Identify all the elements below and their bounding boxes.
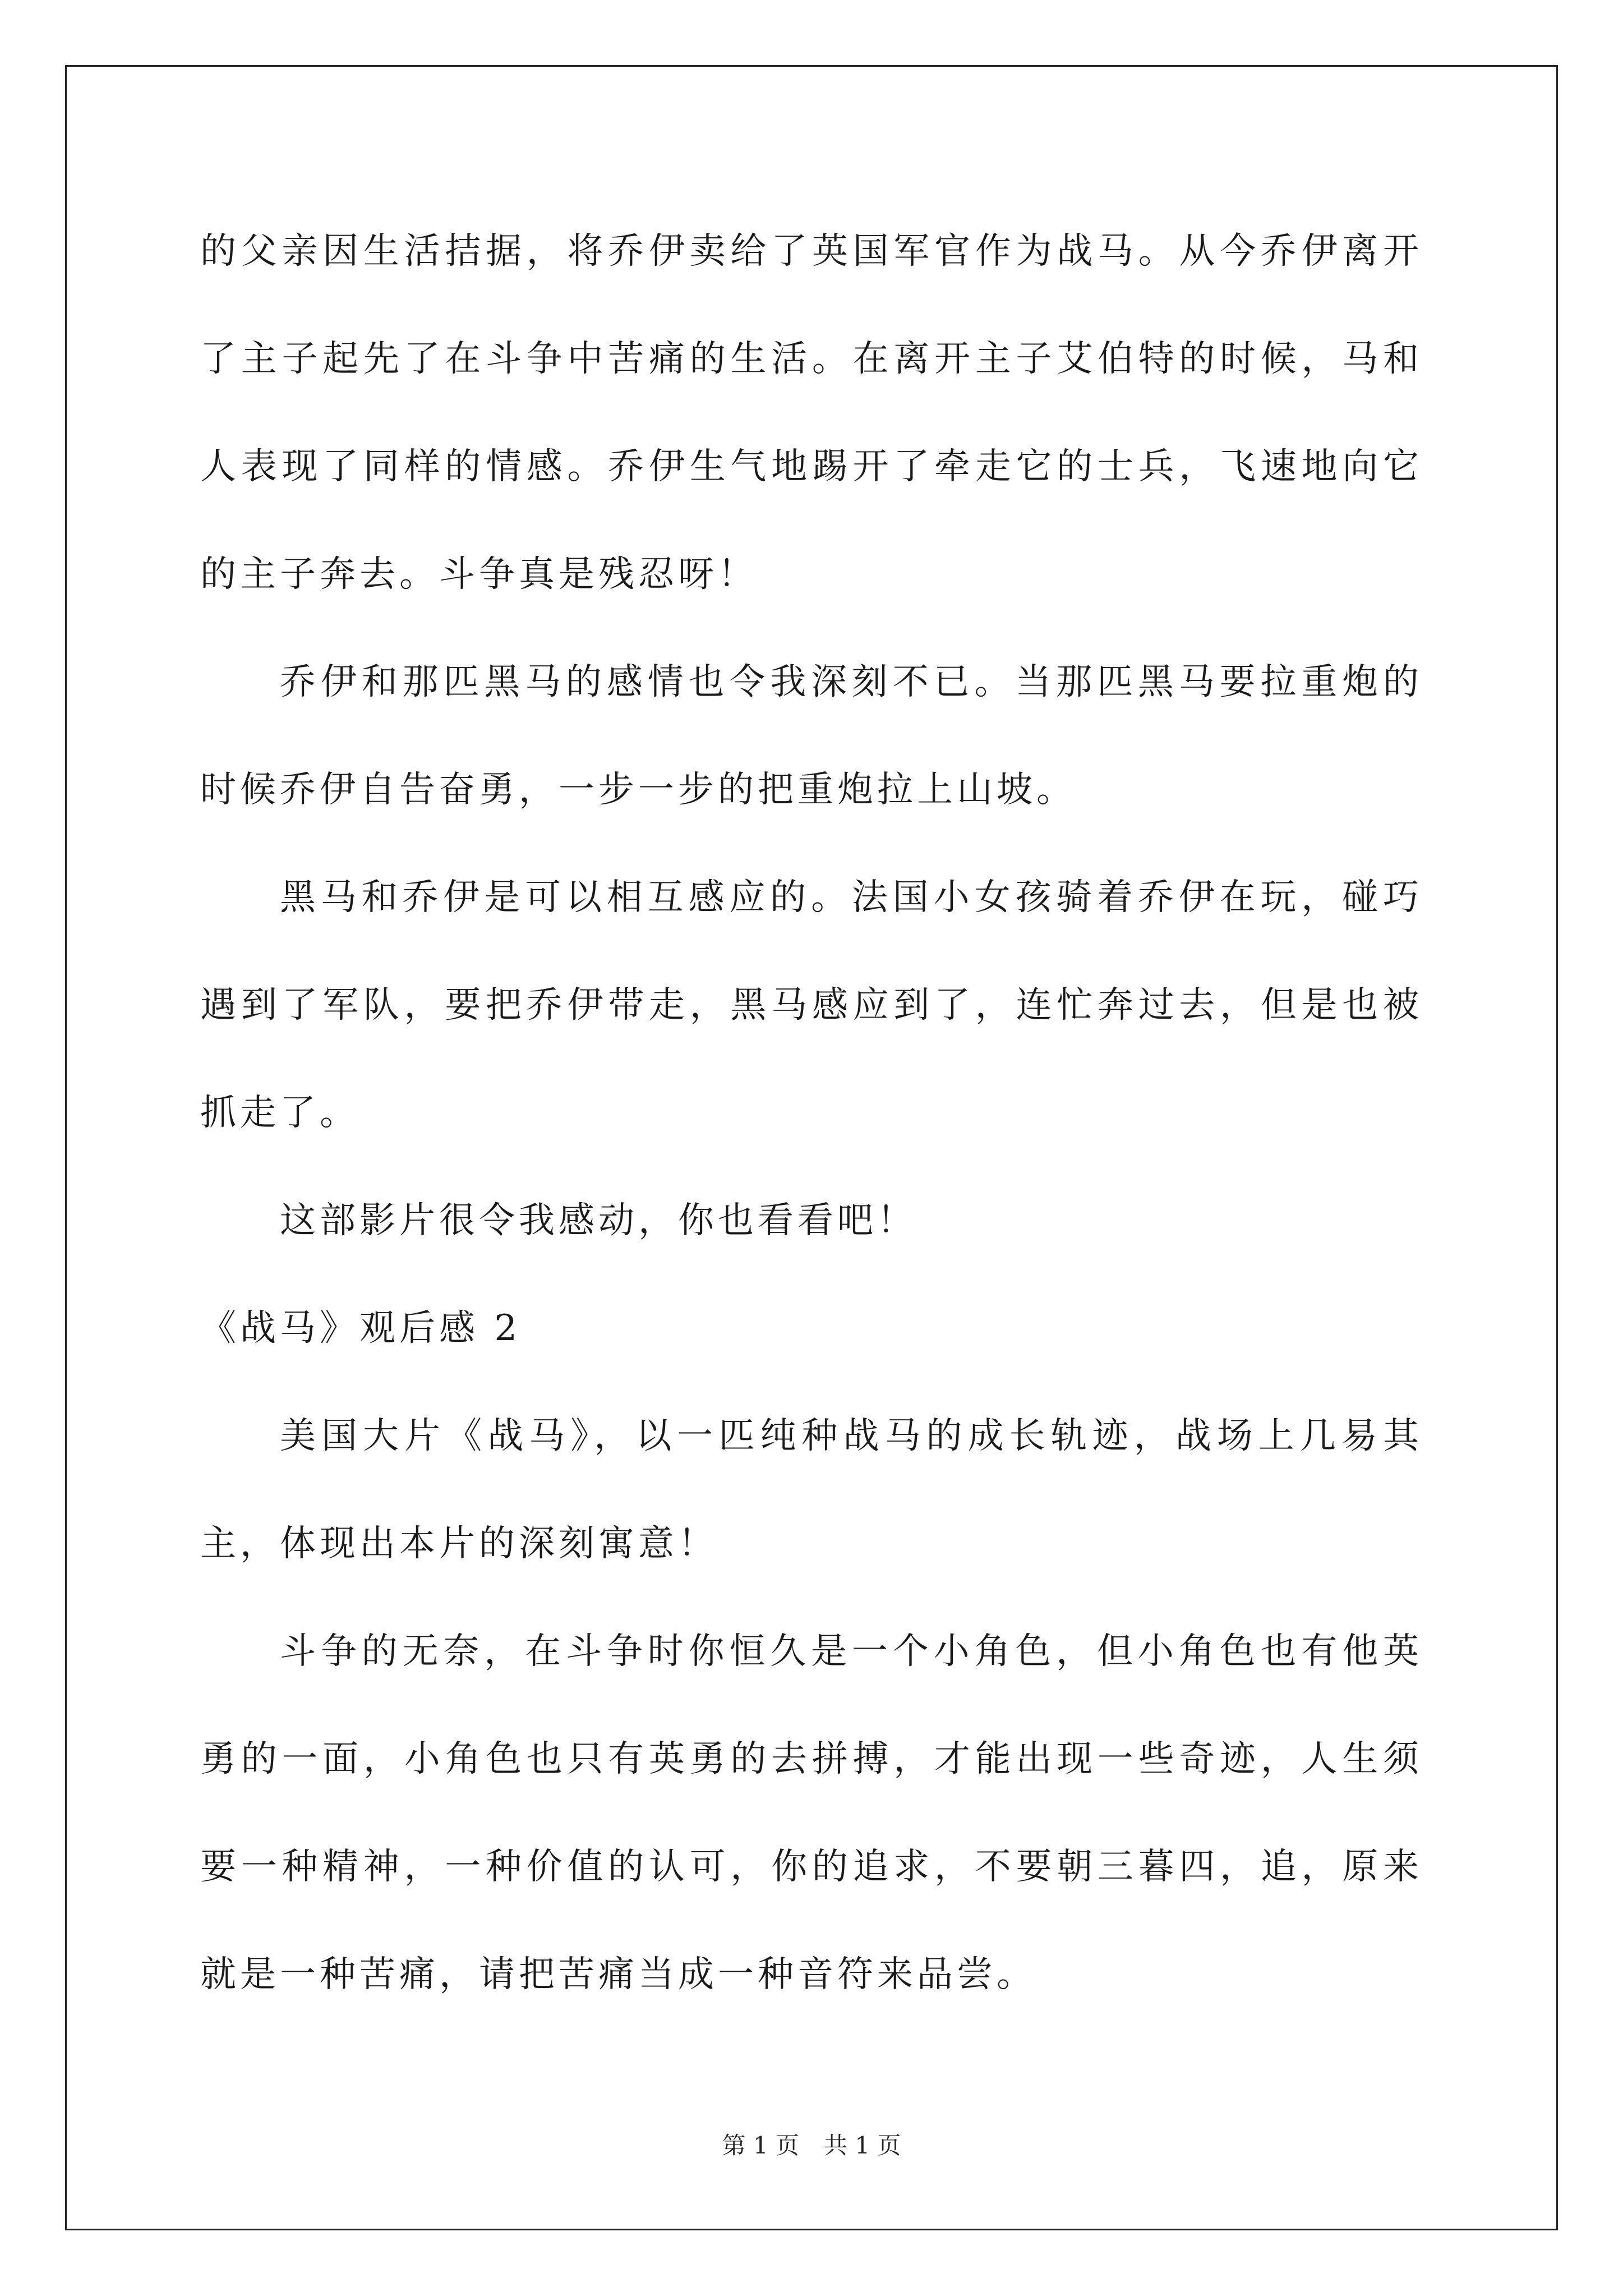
- document-body: [200, 197, 1423, 2028]
- page-number: 第 1 页: [722, 2132, 799, 2159]
- paragraph-3: 黑马和乔伊是可以相互感应的。法国小女孩骑着乔伊在玩，碰巧遇到了军队，要把乔伊带走，黑马感应到了，连忙奔过去，但是也被抓走了。: [200, 877, 1423, 1134]
- paragraph-2: 乔伊和那匹黑马的感情也令我深刻不已。当那匹黑马要拉重炮的时候乔伊自告奋勇，一步一步的把重炮拉上山坡。: [200, 661, 1423, 811]
- paragraph-5: 美国大片《战马》，以一匹纯种战马的成长轨迹，战场上几易其主，体现出本片的深刻寓意！: [200, 1415, 1423, 1565]
- page-total: 共 1 页: [824, 2132, 901, 2159]
- section-heading: 《战马》观后感 2: [200, 1308, 522, 1349]
- paragraph-4: 这部影片很令我感动，你也看看吧！: [280, 1200, 917, 1241]
- paragraph-1: 的父亲因生活拮据，将乔伊卖给了英国军官作为战马。从今乔伊离开了主子起先了在斗争中苦痛的生活。在离开主子艾伯特的时候，马和人表现了同样的情感。乔伊生气地踢开了牵走它的士兵，飞速地向它的主子奔去。斗争真是残忍呀！: [200, 231, 1423, 595]
- paragraph-6: 斗争的无奈，在斗争时你恒久是一个小角色，但小角色也有他英勇的一面，小角色也只有英勇的去拼搏，才能出现一些奇迹，人生须要一种精神，一种价值的认可，你的追求，不要朝三暮四，追，原来就是一种苦痛，请把苦痛当成一种音符来品尝。: [200, 1631, 1423, 1995]
- page-footer: [0, 2129, 1623, 2162]
